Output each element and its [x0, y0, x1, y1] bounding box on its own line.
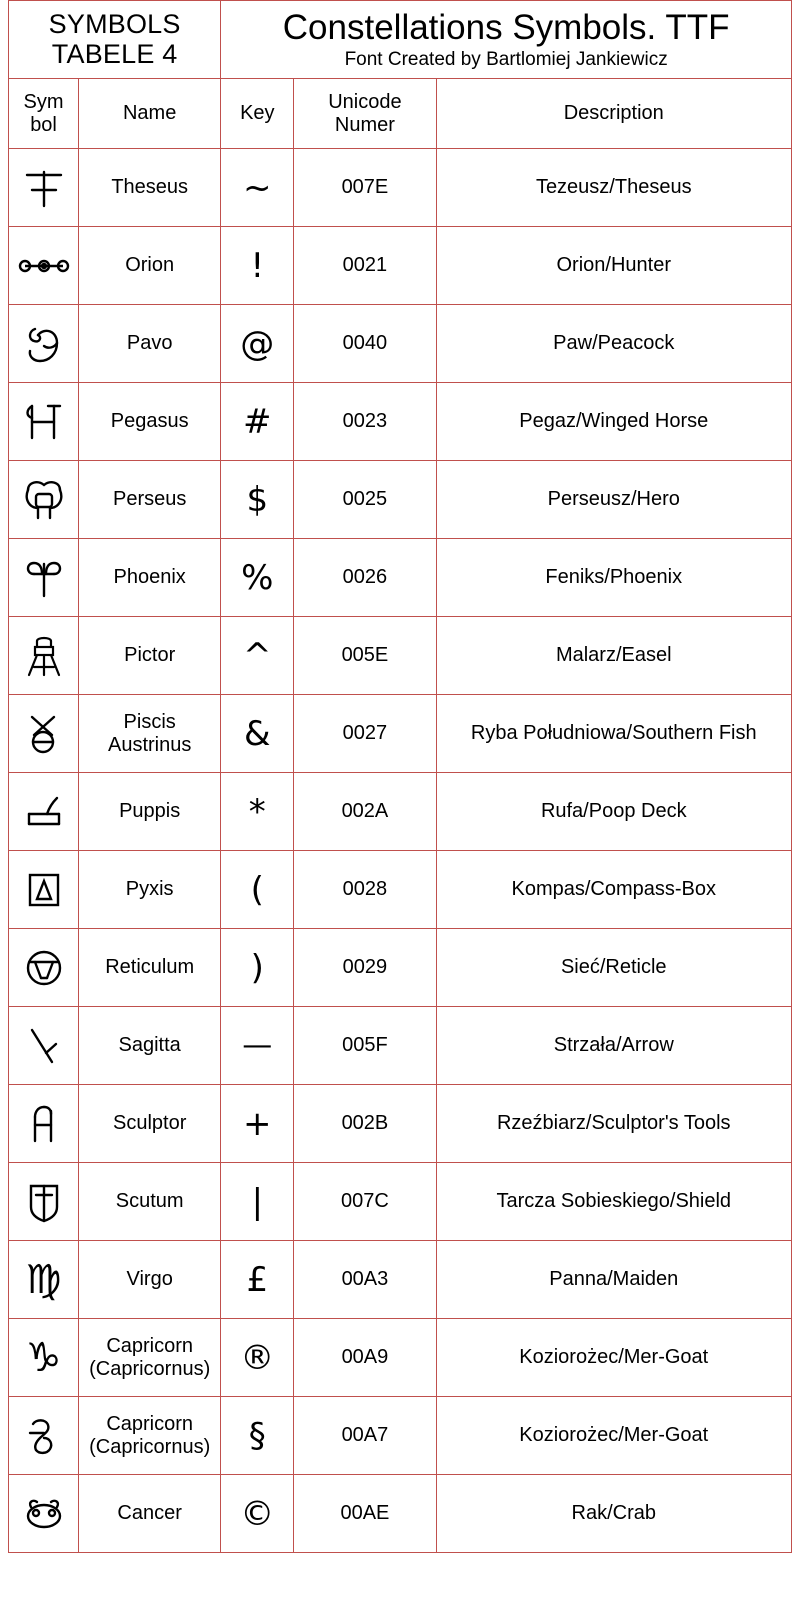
row-description: Sieć/Reticle: [436, 929, 791, 1007]
row-description: Rufa/Poop Deck: [436, 773, 791, 851]
symbols-table-page: [8, 0, 792, 1553]
row-name: Pegasus: [79, 383, 221, 461]
row-unicode: 0025: [294, 461, 436, 539]
reticulum-glyph: [9, 929, 79, 1007]
row-unicode: 0021: [294, 227, 436, 305]
piscis-austrinus-glyph: [9, 695, 79, 773]
pyxis-glyph: [9, 851, 79, 929]
row-unicode: 0028: [294, 851, 436, 929]
row-name-line1: Piscis: [123, 710, 176, 733]
row-name: Sculptor: [79, 1085, 221, 1163]
row-unicode: 005E: [294, 617, 436, 695]
table-row: [9, 929, 792, 1007]
row-unicode: 005F: [294, 1007, 436, 1085]
row-description: Rzeźbiarz/Sculptor's Tools: [436, 1085, 791, 1163]
row-description: Tezeusz/Theseus: [436, 149, 791, 227]
scutum-glyph: [9, 1163, 79, 1241]
orion-glyph: [9, 227, 79, 305]
row-unicode: 00A9: [294, 1319, 436, 1397]
sheet-title-left: [9, 1, 221, 79]
row-key: *: [221, 773, 294, 851]
row-name: Scutum: [79, 1163, 221, 1241]
row-key: #: [221, 383, 294, 461]
row-key: !: [221, 227, 294, 305]
row-name: Puppis: [79, 773, 221, 851]
table-row: [9, 695, 792, 773]
table-row: [9, 461, 792, 539]
table-row: [9, 1007, 792, 1085]
column-header-symbol-line1: Sym: [23, 91, 64, 114]
row-description: Koziorożec/Mer-Goat: [436, 1319, 791, 1397]
row-name-line2: Austrinus: [107, 733, 192, 756]
column-header-symbol: [9, 79, 79, 149]
row-unicode: 0023: [294, 383, 436, 461]
table-row: [9, 383, 792, 461]
virgo-glyph: ♍: [9, 1241, 79, 1319]
column-header-unicode-line1: Unicode: [328, 91, 402, 114]
row-name: Sagitta: [79, 1007, 221, 1085]
row-description: Malarz/Easel: [436, 617, 791, 695]
row-key: —: [221, 1007, 294, 1085]
row-unicode: 0026: [294, 539, 436, 617]
row-unicode: 007E: [294, 149, 436, 227]
row-key: §: [221, 1397, 294, 1475]
row-name: [79, 1319, 221, 1397]
font-title: Constellations Symbols. TTF: [282, 7, 730, 47]
row-description: Perseusz/Hero: [436, 461, 791, 539]
title-row: [9, 1, 792, 79]
row-description: Koziorożec/Mer-Goat: [436, 1397, 791, 1475]
table-row: [9, 1397, 792, 1475]
table-row: [9, 149, 792, 227]
row-name-line2: (Capricornus): [89, 1435, 211, 1458]
row-key: ®: [221, 1319, 294, 1397]
row-key: ©: [221, 1475, 294, 1553]
table-row: [9, 617, 792, 695]
row-name: Orion: [79, 227, 221, 305]
row-unicode: 00A3: [294, 1241, 436, 1319]
row-unicode: 00A7: [294, 1397, 436, 1475]
table-row: [9, 1319, 792, 1397]
row-name: Pictor: [79, 617, 221, 695]
row-description: Ryba Południowa/Southern Fish: [436, 695, 791, 773]
perseus-glyph: [9, 461, 79, 539]
row-key: $: [221, 461, 294, 539]
sheet-title-right: [221, 1, 792, 79]
table-row: [9, 305, 792, 383]
row-unicode: 0040: [294, 305, 436, 383]
constellation-symbols-table: [8, 0, 792, 1553]
column-header-row: [9, 79, 792, 149]
puppis-glyph: [9, 773, 79, 851]
row-description: Rak/Crab: [436, 1475, 791, 1553]
row-key: %: [221, 539, 294, 617]
row-description: Orion/Hunter: [436, 227, 791, 305]
row-key: ~: [221, 149, 294, 227]
row-key: +: [221, 1085, 294, 1163]
row-key: £: [221, 1241, 294, 1319]
row-description: Pegaz/Winged Horse: [436, 383, 791, 461]
row-name-line1: Capricorn: [106, 1412, 194, 1435]
sheet-title-left-line2: TABELE 4: [51, 38, 178, 69]
column-header-unicode-line2: Numer: [334, 113, 395, 136]
column-header-name: Name: [79, 79, 221, 149]
column-header-description: Description: [436, 79, 791, 149]
column-header-unicode: [294, 79, 436, 149]
row-key: ^: [221, 617, 294, 695]
row-key: ): [221, 929, 294, 1007]
cancer-glyph: [9, 1475, 79, 1553]
row-description: Kompas/Compass-Box: [436, 851, 791, 929]
row-name: Theseus: [79, 149, 221, 227]
row-unicode: 002B: [294, 1085, 436, 1163]
row-key: |: [221, 1163, 294, 1241]
pictor-glyph: [9, 617, 79, 695]
row-description: Panna/Maiden: [436, 1241, 791, 1319]
table-row: [9, 851, 792, 929]
row-name: Pyxis: [79, 851, 221, 929]
table-row: [9, 227, 792, 305]
table-row: [9, 1475, 792, 1553]
pegasus-glyph: [9, 383, 79, 461]
row-name: Perseus: [79, 461, 221, 539]
row-name: Cancer: [79, 1475, 221, 1553]
capricorn-glyph-1: ♑: [9, 1319, 79, 1397]
row-key: @: [221, 305, 294, 383]
row-name: [79, 1397, 221, 1475]
row-description: Feniks/Phoenix: [436, 539, 791, 617]
row-description: Strzała/Arrow: [436, 1007, 791, 1085]
row-name-line2: (Capricornus): [89, 1357, 211, 1380]
column-header-key: Key: [221, 79, 294, 149]
table-row: [9, 1163, 792, 1241]
row-name: Pavo: [79, 305, 221, 383]
sagitta-glyph: [9, 1007, 79, 1085]
row-description: Paw/Peacock: [436, 305, 791, 383]
row-name: [79, 695, 221, 773]
row-name-line1: Capricorn: [106, 1334, 194, 1357]
sculptor-glyph: [9, 1085, 79, 1163]
theseus-glyph: [9, 149, 79, 227]
table-row: [9, 1241, 792, 1319]
table-row: [9, 773, 792, 851]
table-row: [9, 539, 792, 617]
row-name: Reticulum: [79, 929, 221, 1007]
phoenix-glyph: [9, 539, 79, 617]
row-unicode: 002A: [294, 773, 436, 851]
font-author: Font Created by Bartlomiej Jankiewicz: [344, 48, 668, 70]
table-row: [9, 1085, 792, 1163]
row-key: &: [221, 695, 294, 773]
row-key: (: [221, 851, 294, 929]
column-header-symbol-line2: bol: [30, 113, 57, 136]
sheet-title-left-line1: SYMBOLS: [48, 9, 181, 40]
row-unicode: 0027: [294, 695, 436, 773]
row-unicode: 0029: [294, 929, 436, 1007]
row-description: Tarcza Sobieskiego/Shield: [436, 1163, 791, 1241]
pavo-glyph: [9, 305, 79, 383]
row-name: Phoenix: [79, 539, 221, 617]
capricorn-glyph-2: [9, 1397, 79, 1475]
row-unicode: 007C: [294, 1163, 436, 1241]
row-unicode: 00AE: [294, 1475, 436, 1553]
row-name: Virgo: [79, 1241, 221, 1319]
